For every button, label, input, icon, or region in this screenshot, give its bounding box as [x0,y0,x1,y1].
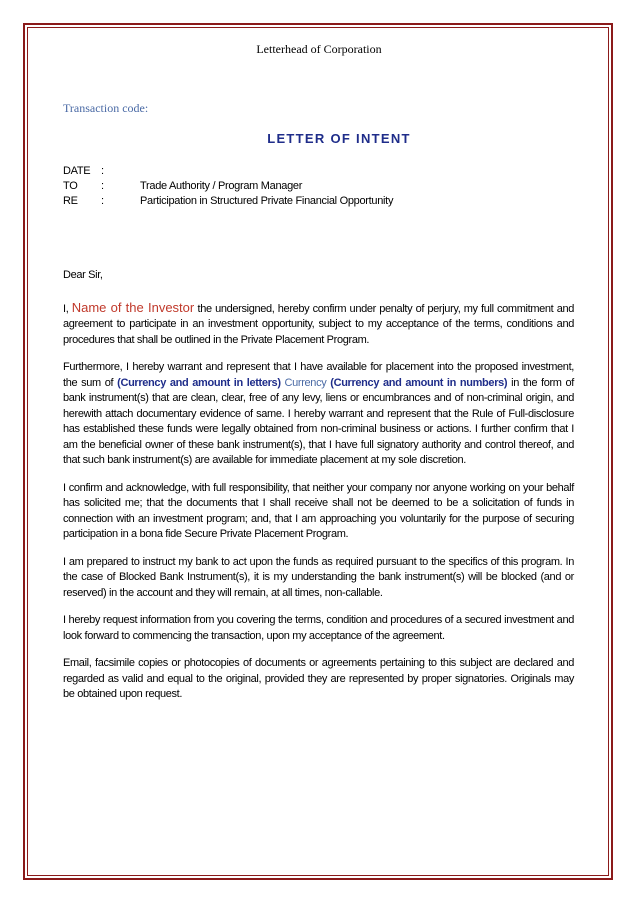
paragraph-commitment [63,300,574,349]
date-label: DATE [63,165,91,177]
paragraph-acknowledgement: I confirm and acknowledge, with full responsibility, that neither your company nor anyone working on your behalf has solicited me; that the documents that I shall receive shall not be deemed to be a solicitation of funds in connection with an investment program; and, that I am approaching you voluntarily for the purpose of securing participation in a bona fide Secure Private Placement Program. [63,481,574,540]
para1-rest: the undersigned, hereby confirm under penalty of perjury, my full commitment and agreement to participate in an investment opportunity, subject to my acceptance of the terms, conditions and procedures that shall be outlined in the Private Placement Program. [63,302,574,346]
re-value: Participation in Structured Private Financial Opportunity [140,195,394,207]
date-row [63,164,393,179]
para2-part1: Furthermore, I hereby warrant and represent that I have available for placement into the proposed investment, the sum of [63,361,574,389]
letter-body [63,268,574,715]
paragraph-request: I hereby request information from you covering the terms, condition and procedures of a secured investment and look forward to commencing the transaction, upon my acceptance of the agreement. [63,614,574,642]
document-title-text: LETTER OF INTENT [267,131,411,146]
amount-in-numbers: (Currency and amount in numbers) [330,376,508,389]
paragraph-funds [63,360,574,469]
salutation: Dear Sir, [63,269,103,281]
paragraph-bank-instruction: I am prepared to instruct my bank to act upon the funds as required pursuant to the specifics of this program. In the case of Blocked Bank Instrument(s), it is my understanding the bank instrument(s) will be blocked (and or reserved) in the account and they will remain, at all times, non-callable. [63,555,574,599]
paragraph-copies: Email, facsimile copies or photocopies of documents or agreements pertaining to this subject are declared and regarded as valid and equal to the original, provided they are represented by proper signatories. Originals may be obtained upon request. [63,657,574,700]
investor-name: Name of the Investor [71,299,195,315]
to-row [63,179,393,194]
date-colon: : [101,165,104,177]
para1-prefix: I, [63,302,72,315]
amount-in-letters: (Currency and amount in letters) [117,376,281,389]
currency-label: Currency [280,376,331,389]
para2-part2: in the form of bank instrument(s) that are clean, clear, free of any levy, liens or encumbrances and of non-criminal origin, and herewith attach documentary evidence of same. I hereby warrant and represent that the Rule of Full-disclosure has established these funds were legally obtained from non-criminal business or actions. I further confirm that I am the beneficial owner of these bank instrument(s), that I have full signatory authority and control thereof, and that such bank instrument(s) are available for immediate placement at my sole discretion. [63,376,574,466]
to-value: Trade Authority / Program Manager [140,180,303,192]
re-label: RE [63,195,78,207]
re-row [63,194,393,209]
to-label: TO [63,180,78,192]
re-colon: : [101,195,104,207]
to-colon: : [101,180,104,192]
transaction-code-label: Transaction code: [63,101,149,115]
document-title [0,131,638,146]
header-fields [63,164,393,209]
letterhead: Letterhead of Corporation [256,42,382,56]
